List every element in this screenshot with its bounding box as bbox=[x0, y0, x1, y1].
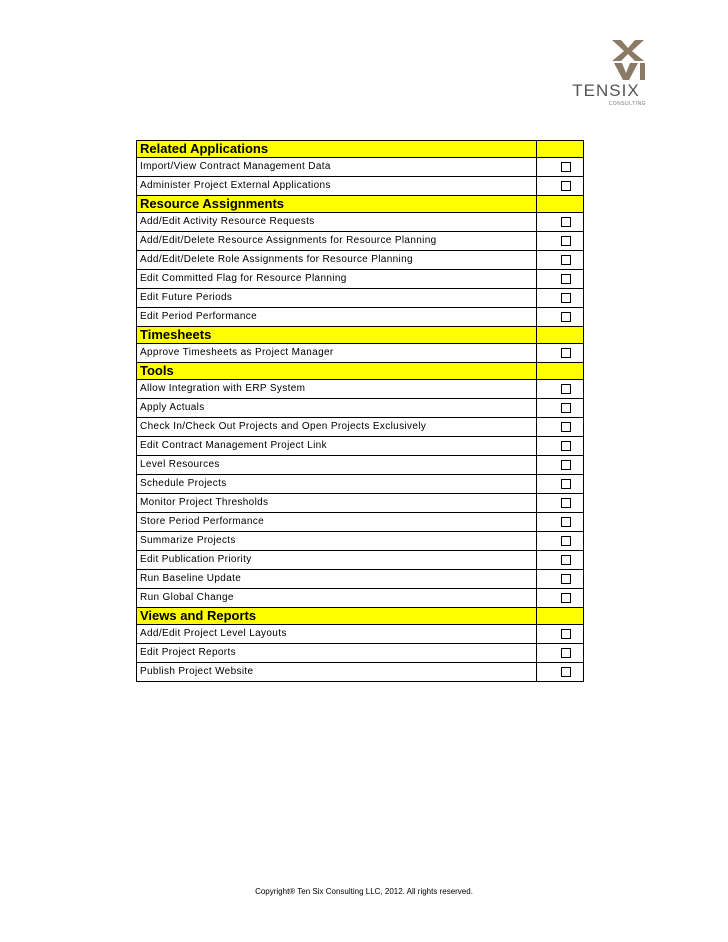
permission-label: Add/Edit/Delete Role Assignments for Resource Planning bbox=[137, 251, 537, 270]
checkbox[interactable] bbox=[561, 422, 571, 432]
permission-check-cell bbox=[537, 644, 584, 663]
permission-check-cell bbox=[537, 625, 584, 644]
section-title: Timesheets bbox=[137, 327, 537, 344]
permission-check-cell bbox=[537, 570, 584, 589]
permission-row bbox=[137, 289, 584, 308]
checkbox[interactable] bbox=[561, 293, 571, 303]
checkbox[interactable] bbox=[561, 667, 571, 677]
permission-row bbox=[137, 513, 584, 532]
permission-check-cell bbox=[537, 437, 584, 456]
permission-label: Edit Contract Management Project Link bbox=[137, 437, 537, 456]
section-header-row bbox=[137, 363, 584, 380]
checkbox[interactable] bbox=[561, 574, 571, 584]
section-header-row bbox=[137, 608, 584, 625]
permission-label: Add/Edit/Delete Resource Assignments for Resource Planning bbox=[137, 232, 537, 251]
section-title: Resource Assignments bbox=[137, 196, 537, 213]
permission-label: Approve Timesheets as Project Manager bbox=[137, 344, 537, 363]
permissions-table bbox=[136, 140, 584, 682]
permission-row bbox=[137, 625, 584, 644]
checkbox[interactable] bbox=[561, 441, 571, 451]
permission-label: Schedule Projects bbox=[137, 475, 537, 494]
permission-check-cell bbox=[537, 475, 584, 494]
permission-label: Run Global Change bbox=[137, 589, 537, 608]
checkbox[interactable] bbox=[561, 181, 571, 191]
permission-check-cell bbox=[537, 380, 584, 399]
section-check-cell bbox=[537, 141, 584, 158]
section-header-row bbox=[137, 141, 584, 158]
permission-row bbox=[137, 399, 584, 418]
permission-row bbox=[137, 213, 584, 232]
permission-label: Monitor Project Thresholds bbox=[137, 494, 537, 513]
permission-row bbox=[137, 344, 584, 363]
permission-check-cell bbox=[537, 551, 584, 570]
permission-label: Allow Integration with ERP System bbox=[137, 380, 537, 399]
permission-row bbox=[137, 644, 584, 663]
permission-row bbox=[137, 532, 584, 551]
section-check-cell bbox=[537, 363, 584, 380]
permission-check-cell bbox=[537, 308, 584, 327]
section-header-row bbox=[137, 327, 584, 344]
permission-row bbox=[137, 551, 584, 570]
permission-row bbox=[137, 308, 584, 327]
permission-label: Apply Actuals bbox=[137, 399, 537, 418]
permission-label: Add/Edit Project Level Layouts bbox=[137, 625, 537, 644]
xvi-mark-icon bbox=[610, 40, 646, 80]
checkbox[interactable] bbox=[561, 517, 571, 527]
permission-check-cell bbox=[537, 399, 584, 418]
checkbox[interactable] bbox=[561, 255, 571, 265]
permission-row bbox=[137, 570, 584, 589]
checkbox[interactable] bbox=[561, 593, 571, 603]
permission-check-cell bbox=[537, 456, 584, 475]
section-title: Views and Reports bbox=[137, 608, 537, 625]
permission-label: Run Baseline Update bbox=[137, 570, 537, 589]
permission-row bbox=[137, 494, 584, 513]
permission-label: Edit Publication Priority bbox=[137, 551, 537, 570]
permission-label: Publish Project Website bbox=[137, 663, 537, 682]
permission-check-cell bbox=[537, 232, 584, 251]
checkbox[interactable] bbox=[561, 403, 571, 413]
checkbox[interactable] bbox=[561, 479, 571, 489]
permission-check-cell bbox=[537, 532, 584, 551]
permission-check-cell bbox=[537, 513, 584, 532]
permission-label: Administer Project External Applications bbox=[137, 177, 537, 196]
permission-row bbox=[137, 589, 584, 608]
logo-tagline: CONSULTING bbox=[608, 101, 646, 107]
section-title: Related Applications bbox=[137, 141, 537, 158]
checkbox[interactable] bbox=[561, 498, 571, 508]
permission-row bbox=[137, 475, 584, 494]
logo-brand-text: TENSIX bbox=[572, 81, 640, 100]
permission-check-cell bbox=[537, 418, 584, 437]
section-header-row bbox=[137, 196, 584, 213]
permission-check-cell bbox=[537, 589, 584, 608]
permission-label: Edit Committed Flag for Resource Planning bbox=[137, 270, 537, 289]
checkbox[interactable] bbox=[561, 312, 571, 322]
permission-check-cell bbox=[537, 158, 584, 177]
permission-label: Edit Project Reports bbox=[137, 644, 537, 663]
copyright-text: Copyright® Ten Six Consulting LLC, 2012. All rights reserved. bbox=[255, 887, 473, 896]
permission-label: Add/Edit Activity Resource Requests bbox=[137, 213, 537, 232]
section-check-cell bbox=[537, 608, 584, 625]
permission-row bbox=[137, 158, 584, 177]
company-logo bbox=[566, 40, 646, 112]
section-check-cell bbox=[537, 196, 584, 213]
checkbox[interactable] bbox=[561, 217, 571, 227]
permission-row bbox=[137, 663, 584, 682]
checkbox[interactable] bbox=[561, 555, 571, 565]
checkbox[interactable] bbox=[561, 648, 571, 658]
permission-row bbox=[137, 456, 584, 475]
permission-check-cell bbox=[537, 270, 584, 289]
permission-label: Edit Future Periods bbox=[137, 289, 537, 308]
permission-check-cell bbox=[537, 344, 584, 363]
permission-label: Store Period Performance bbox=[137, 513, 537, 532]
permission-label: Check In/Check Out Projects and Open Projects Exclusively bbox=[137, 418, 537, 437]
permission-check-cell bbox=[537, 494, 584, 513]
permission-row bbox=[137, 232, 584, 251]
permission-label: Level Resources bbox=[137, 456, 537, 475]
checkbox[interactable] bbox=[561, 460, 571, 470]
checkbox[interactable] bbox=[561, 236, 571, 246]
permission-label: Import/View Contract Management Data bbox=[137, 158, 537, 177]
checkbox[interactable] bbox=[561, 274, 571, 284]
permission-row bbox=[137, 418, 584, 437]
permission-check-cell bbox=[537, 251, 584, 270]
permission-check-cell bbox=[537, 663, 584, 682]
permission-row bbox=[137, 251, 584, 270]
checkbox[interactable] bbox=[561, 162, 571, 172]
permission-row bbox=[137, 437, 584, 456]
permission-check-cell bbox=[537, 289, 584, 308]
checkbox[interactable] bbox=[561, 536, 571, 546]
permission-check-cell bbox=[537, 213, 584, 232]
permission-label: Summarize Projects bbox=[137, 532, 537, 551]
permission-check-cell bbox=[537, 177, 584, 196]
copyright-footer bbox=[0, 887, 728, 896]
checkbox[interactable] bbox=[561, 348, 571, 358]
permission-row bbox=[137, 270, 584, 289]
section-title: Tools bbox=[137, 363, 537, 380]
permission-row bbox=[137, 380, 584, 399]
permission-label: Edit Period Performance bbox=[137, 308, 537, 327]
checkbox[interactable] bbox=[561, 384, 571, 394]
checkbox[interactable] bbox=[561, 629, 571, 639]
section-check-cell bbox=[537, 327, 584, 344]
permission-row bbox=[137, 177, 584, 196]
